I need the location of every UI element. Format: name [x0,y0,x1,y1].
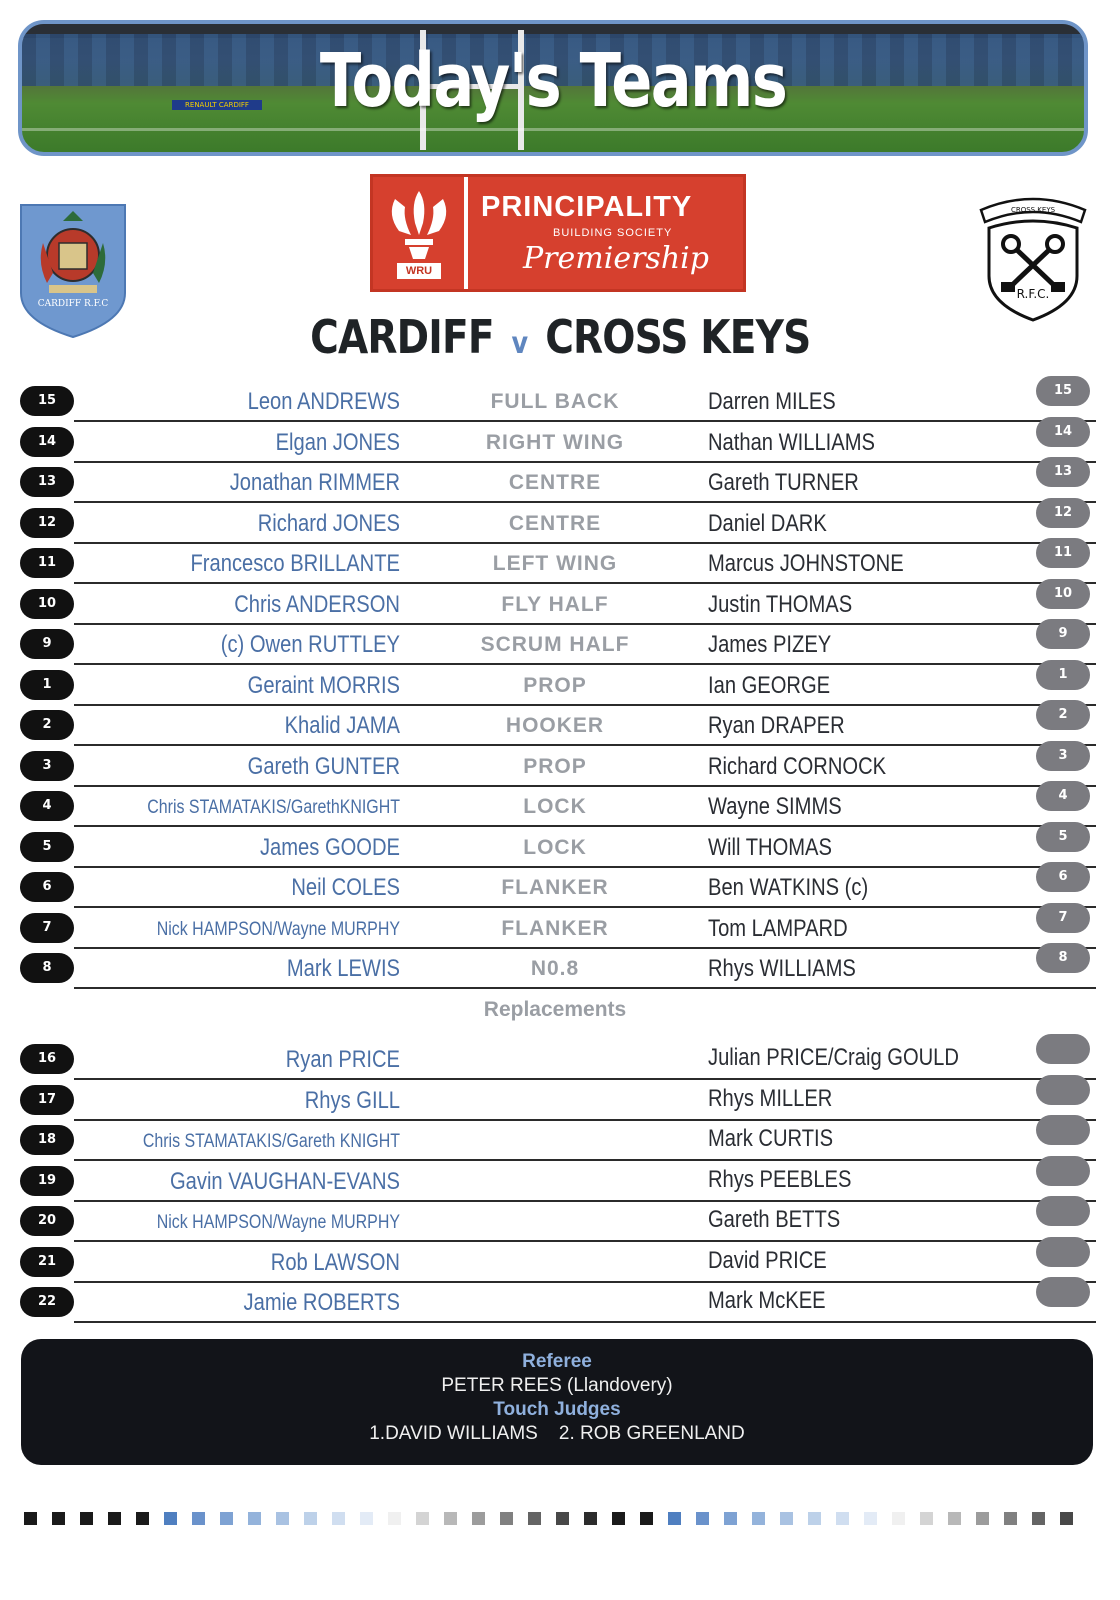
home-player-name: Chris STAMATAKIS/GarethKNIGHT [147,797,400,818]
position-label: CENTRE [508,471,602,494]
away-number-badge: 15 [1036,376,1090,406]
home-player-name: Gareth GUNTER [247,752,400,780]
decorative-square [1032,1512,1045,1525]
position-label: FLANKER [501,916,609,940]
row-divider [74,1321,1096,1323]
away-player-name: Ian GEORGE [708,671,831,699]
replacement-row [0,1121,1120,1161]
decorative-square [276,1512,289,1525]
decorative-square [164,1512,177,1525]
home-number-badge: 11 [20,548,74,578]
home-number-badge: 2 [20,710,74,740]
away-number-badge: 8 [1036,943,1090,973]
header-banner [18,20,1088,156]
away-number-badge: 14 [1036,417,1090,447]
ad-board: RENAULT CARDIFF [172,100,262,110]
decorative-square [472,1512,485,1525]
decorative-square [780,1512,793,1525]
away-player-name: Ben WATKINS (c) [708,874,869,901]
home-player-name: James GOODE [259,833,400,861]
away-number-badge: 2 [1036,700,1090,730]
home-number-badge: 13 [20,467,74,497]
home-player-name: Jamie ROBERTS [243,1289,400,1316]
home-player-name: Richard JONES [257,509,400,537]
away-number-badge: 11 [1036,538,1090,568]
home-number-badge: 8 [20,953,74,983]
home-player-name: Jonathan RIMMER [229,469,400,496]
home-number-badge: 15 [20,386,74,416]
home-player-name: Chris ANDERSON [234,590,400,618]
decorative-square [304,1512,317,1525]
away-number-badge [1036,1156,1090,1186]
sponsor-logo [370,174,746,292]
home-player-name: Rob LAWSON [270,1248,400,1276]
home-number-badge: 20 [20,1206,74,1236]
home-player-name: (c) Owen RUTTLEY [220,631,400,658]
decorative-square [836,1512,849,1525]
home-number-badge: 19 [20,1166,74,1196]
home-number-badge: 21 [20,1247,74,1277]
lineup-row [0,463,1120,503]
cross-keys-crest-bottom-text: R.F.C. [1016,287,1050,301]
decorative-square [24,1512,37,1525]
away-player-name: Marcus JOHNSTONE [708,550,904,577]
home-number-badge: 3 [20,751,74,781]
decorative-square [80,1512,93,1525]
home-player-name: Khalid JAMA [284,712,400,739]
decorative-square [1004,1512,1017,1525]
sponsor-script: Premiership [523,241,709,276]
home-number-badge: 7 [20,913,74,943]
versus-label: v [511,326,528,361]
away-number-badge: 10 [1036,579,1090,609]
position-label: HOOKER [505,714,605,737]
decorative-square [1060,1512,1073,1525]
decorative-square [444,1512,457,1525]
decorative-square [108,1512,121,1525]
position-label: PROP [523,754,587,778]
position-label: RIGHT WING [485,430,625,454]
away-number-badge [1036,1115,1090,1145]
position-label: FLY HALF [501,592,609,616]
decorative-square [864,1512,877,1525]
decorative-square [808,1512,821,1525]
away-player-name: Richard CORNOCK [708,752,887,780]
cross-keys-crest-top-text: CROSS KEYS [1010,206,1056,214]
decorative-square [976,1512,989,1525]
decorative-square [52,1512,65,1525]
position-label: SCRUM HALF [480,633,630,656]
home-player-name: Francesco BRILLANTE [190,550,400,577]
sponsor-title: PRINCIPALITY [481,191,693,223]
replacement-row [0,1202,1120,1242]
away-number-badge [1036,1277,1090,1307]
away-player-name: Julian PRICE/Craig GOULD [708,1044,959,1071]
away-number-badge [1036,1237,1090,1267]
home-number-badge: 18 [20,1125,74,1155]
away-number-badge: 7 [1036,903,1090,933]
position-label: LEFT WING [492,552,618,575]
lineup-row [0,666,1120,706]
lineup-row [0,828,1120,868]
position-label: FULL BACK [490,390,620,413]
away-number-badge: 13 [1036,457,1090,487]
position-label: N0.8 [530,957,580,980]
home-team-name: CARDIFF [309,310,494,364]
decorative-square [500,1512,513,1525]
wru-label: WRU [397,263,441,279]
away-player-name: Tom LAMPARD [708,914,848,942]
home-number-badge: 4 [20,791,74,821]
home-number-badge: 12 [20,508,74,538]
away-player-name: Rhys PEEBLES [708,1165,852,1193]
decorative-square [948,1512,961,1525]
away-player-name: Justin THOMAS [708,590,853,618]
decorative-squares [24,1512,1104,1526]
away-number-badge: 1 [1036,660,1090,690]
home-player-name: Neil COLES [291,874,400,901]
cross-keys-crest-icon [977,192,1089,326]
lineup-row [0,868,1120,908]
home-number-badge: 9 [20,629,74,659]
match-title [0,310,1120,364]
away-team-name: CROSS KEYS [544,310,811,364]
away-player-name: Will THOMAS [708,833,832,861]
decorative-square [528,1512,541,1525]
decorative-square [332,1512,345,1525]
replacements-heading: Replacements [483,998,627,1021]
replacement-row [0,1243,1120,1283]
away-player-name: David PRICE [708,1246,827,1274]
away-number-badge: 3 [1036,741,1090,771]
away-player-name: James PIZEY [708,631,832,658]
position-label: FLANKER [501,876,609,899]
away-player-name: Darren MILES [708,388,836,415]
home-player-name: Nick HAMPSON/Wayne MURPHY [156,918,400,940]
lineup-row [0,544,1120,584]
decorative-square [584,1512,597,1525]
away-number-badge [1036,1196,1090,1226]
decorative-square [360,1512,373,1525]
away-player-name: Wayne SIMMS [708,793,842,820]
away-player-name: Gareth TURNER [708,469,859,496]
home-number-badge: 16 [20,1044,74,1074]
home-number-badge: 6 [20,872,74,902]
lineup-row [0,423,1120,463]
sponsor-subtitle: BUILDING SOCIETY [553,227,673,239]
row-divider [74,987,1096,989]
home-player-name: Leon ANDREWS [247,388,400,415]
away-player-name: Gareth BETTS [708,1206,841,1233]
home-number-badge: 10 [20,589,74,619]
away-player-name: Mark CURTIS [708,1125,834,1152]
replacement-row [0,1162,1120,1202]
home-number-badge: 1 [20,670,74,700]
home-player-name: Rhys GILL [304,1086,400,1114]
away-player-name: Daniel DARK [708,509,827,537]
decorative-square [696,1512,709,1525]
away-number-badge: 5 [1036,822,1090,852]
lineup-row [0,504,1120,544]
away-player-name: Nathan WILLIAMS [708,428,875,456]
position-label: LOCK [523,835,587,859]
away-player-name: Ryan DRAPER [708,712,845,739]
away-player-name: Rhys MILLER [708,1084,833,1112]
decorative-square [220,1512,233,1525]
officials-panel [21,1339,1093,1465]
lineup-row [0,949,1120,989]
lineup-row [0,909,1120,949]
home-player-name: Chris STAMATAKIS/Gareth KNIGHT [142,1131,400,1152]
decorative-square [892,1512,905,1525]
pitch-line [22,128,1084,131]
decorative-square [416,1512,429,1525]
away-number-badge: 6 [1036,862,1090,892]
decorative-square [192,1512,205,1525]
decorative-square [556,1512,569,1525]
home-number-badge: 14 [20,427,74,457]
decorative-square [248,1512,261,1525]
decorative-square [388,1512,401,1525]
decorative-square [136,1512,149,1525]
home-player-name: Ryan PRICE [285,1046,400,1073]
referee-label: Referee [522,1351,592,1372]
lineup-row [0,625,1120,665]
replacement-row [0,1081,1120,1121]
away-player-name: Mark McKEE [708,1287,826,1314]
away-number-badge [1036,1034,1090,1064]
sponsor-divider [464,177,468,289]
position-label: LOCK [523,795,587,818]
decorative-square [724,1512,737,1525]
lineup-row [0,706,1120,746]
referee-name: PETER REES (Llandovery) [441,1375,673,1396]
home-player-name: Elgan JONES [275,428,400,456]
replacement-row [0,1283,1120,1323]
lineup-row [0,747,1120,787]
away-number-badge: 4 [1036,781,1090,811]
home-player-name: Geraint MORRIS [247,671,400,699]
lineup-row [0,382,1120,422]
home-player-name: Nick HAMPSON/Wayne MURPHY [156,1212,400,1233]
home-player-name: Mark LEWIS [286,955,400,982]
decorative-square [612,1512,625,1525]
decorative-square [920,1512,933,1525]
position-label: PROP [523,673,587,697]
touch-judges-label: Touch Judges [493,1399,621,1420]
page-title: Today's Teams [319,38,787,124]
home-player-name: Gavin VAUGHAN-EVANS [169,1167,400,1195]
away-player-name: Rhys WILLIAMS [708,955,856,982]
home-number-badge: 22 [20,1287,74,1317]
home-number-badge: 17 [20,1085,74,1115]
lineup-row [0,585,1120,625]
away-number-badge [1036,1075,1090,1105]
touch-judges-names: 1.DAVID WILLIAMS 2. ROB GREENLAND [369,1423,745,1444]
decorative-square [668,1512,681,1525]
position-label: CENTRE [508,511,602,535]
replacement-row [0,1040,1120,1080]
lineup-row [0,787,1120,827]
decorative-square [640,1512,653,1525]
home-number-badge: 5 [20,832,74,862]
feathers-icon [381,183,457,273]
cardiff-crest-text: CARDIFF R.F.C [37,299,109,309]
away-number-badge: 9 [1036,619,1090,649]
away-number-badge: 12 [1036,498,1090,528]
decorative-square [752,1512,765,1525]
